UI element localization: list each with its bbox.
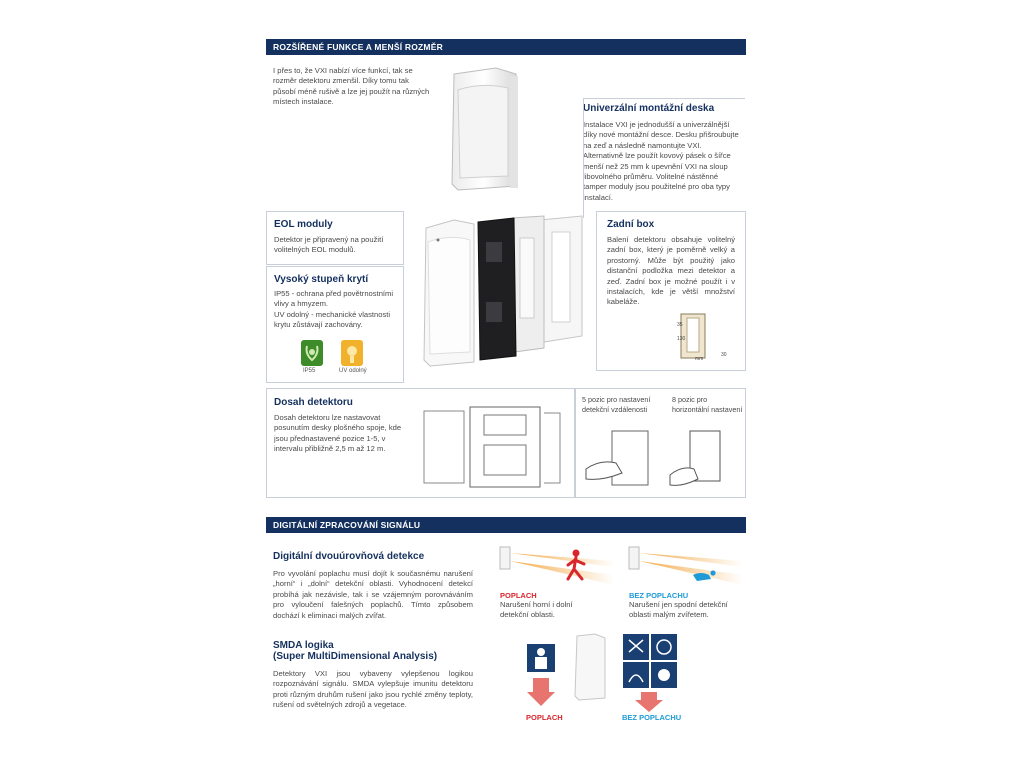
- divider: [583, 98, 745, 99]
- range-title: Dosah detektoru: [274, 397, 353, 408]
- smda-block: [273, 640, 473, 711]
- eol-text: Detektor je připravený na použití volitelných EOL modulů.: [274, 235, 384, 255]
- protection-panel: [266, 266, 404, 383]
- ip55-label: IP55: [303, 368, 316, 374]
- eol-title: EOL moduly: [274, 219, 333, 230]
- protection-text-ip: IP55 - ochrana před povětrnostními vlivy a hmyzem.: [274, 289, 394, 309]
- section-header-signal: [266, 517, 746, 533]
- alarm-label: POPLACH: [500, 591, 537, 600]
- backbox-panel: [596, 211, 746, 371]
- range-panel: [266, 388, 575, 498]
- range-text: Dosah detektoru lze nastavovat posunutím desky plošného spoje, kde jsou přednastavené pozice 1-5, v intervalu přibližně 2,5 m až 12 m.: [274, 413, 402, 454]
- no-alarm-illustration: [627, 545, 745, 589]
- smda-title: SMDA logika: [273, 640, 334, 651]
- smda-text: Detektory VXI jsou vybaveny vylepšenou logikou rozpoznávání signálu. SMDA vylepšuje imunitu detektoru proti různým druhům rušení jako jsou rychlé změny teploty, rušení od světelných zdrojů a vegetace.: [273, 669, 473, 710]
- section-header-features: [266, 39, 746, 55]
- dual-title: Digitální dvouúrovňová detekce: [273, 551, 425, 562]
- pcb-range-drawing: [420, 405, 568, 491]
- exploded-detector-image: [420, 212, 590, 372]
- uv-icon: [341, 340, 363, 366]
- smda-subtitle: (Super MultiDimensional Analysis): [273, 651, 438, 662]
- dim-130: 130: [677, 336, 686, 342]
- positions-right-text: 8 pozic pro horizontální nastavení: [672, 395, 743, 415]
- intro-text: I přes to, že VXI nabízí více funkcí, tak se rozměr detektoru zmenšil. Díky tomu tak působí méně rušivě a lze jej použít na různých místech instalace.: [273, 66, 430, 107]
- positions-panel: [575, 388, 746, 498]
- protection-title: Vysoký stupeň krytí: [274, 274, 369, 285]
- section-title: DIGITÁLNÍ ZPRACOVÁNÍ SIGNÁLU: [273, 520, 421, 530]
- backbox-text: Balení detektoru obsahuje volitelný zadní box, který je poměrně velký a prostorný. Může být použitý jako distanční podložka mezi detektor a zeď. Zadní box je možné použít i v instalacích, kde je větší množství kabeláže.: [607, 235, 735, 307]
- smda-illustration: [525, 632, 685, 712]
- divider: [583, 98, 584, 218]
- dual-detection-block: [273, 551, 473, 621]
- detector-image: [446, 66, 526, 194]
- mount-title: Univerzální montážní deska: [583, 103, 715, 114]
- dim-30: 30: [721, 352, 727, 358]
- backbox-title: Zadní box: [607, 219, 655, 230]
- mount-plate-panel: [583, 103, 741, 203]
- ip55-icon: [301, 340, 323, 366]
- mount-text: Instalace VXI je jednodušší a univerzálnější díky nové montážní desce. Desku přišroubujte na zeď a následně namontujte VXI. Alternativně lze použít kovový pásek o šířce menší než 25 mm k upevnění VXI na sloup libovolného průměru. Volitelné nástěnné tamper moduly jsou použitelné pro oba typy instalací.: [583, 120, 739, 202]
- smda-no-alarm-label: BEZ POPLACHU: [622, 713, 682, 722]
- positions-left-text: 5 pozic pro nastavení detekční vzdálenosti: [582, 395, 651, 415]
- protection-text-uv: UV odolný - mechanické vlastnosti krytu zůstávají zachovány.: [274, 309, 391, 330]
- no-alarm-label: BEZ POPLACHU: [629, 591, 689, 600]
- alarm-illustration: [498, 545, 616, 589]
- dual-text: Pro vyvolání poplachu musí dojít k současnému narušení „horní“ i „dolní“ detekční oblasti. Vyhodnocení detekcí probíhá jak nezávisle, tak i se vzájemným porovnáváním pro vyloučení falešných poplachů. Tímto způsobem dochází k eliminaci malých zvířat.: [273, 569, 473, 620]
- section-title: ROZŠÍŘENÉ FUNKCE A MENŠÍ ROZMĚR: [273, 42, 443, 52]
- hand-adjust-drawing: [582, 429, 662, 489]
- dim-35: 35: [677, 322, 683, 328]
- no-alarm-text: Narušení jen spodní detekční oblasti malým zvířetem.: [629, 600, 728, 620]
- hand-horizontal-drawing: [668, 429, 740, 489]
- alarm-text: Narušení horní i dolní detekční oblasti.: [500, 600, 573, 620]
- smda-alarm-label: POPLACH: [526, 713, 563, 722]
- dim-unit: mm: [695, 356, 704, 362]
- eol-panel: [266, 211, 404, 265]
- uv-label: UV odolný: [339, 368, 367, 374]
